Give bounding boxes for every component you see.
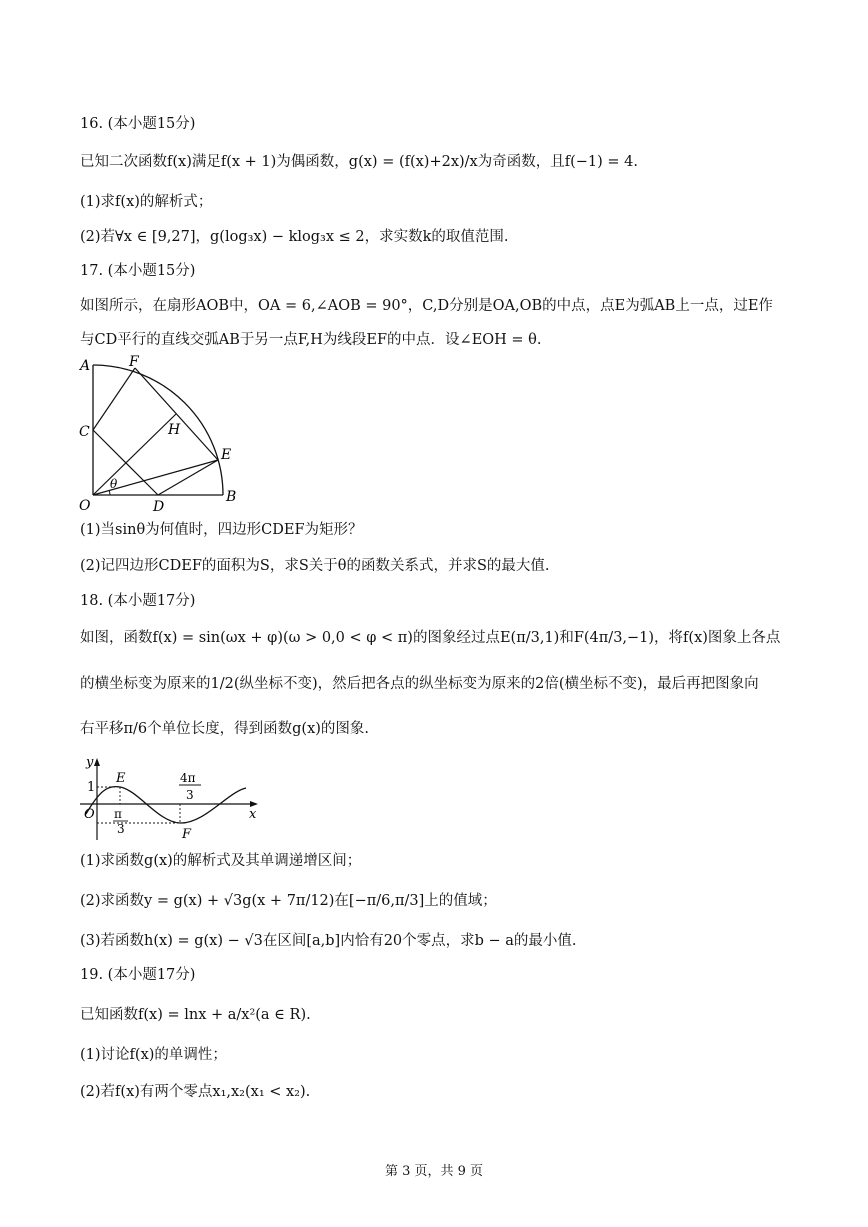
problem-16-part-2: (2)若∀x ∈ [9,27]，g(log₃x) − klog₃x ≤ 2，求实数k的取值范围. <box>80 229 509 245</box>
label-x: x <box>249 807 257 822</box>
problem-18-part-2: (2)求函数y = g(x) + √3g(x + 7π/12)在[−π/6,π/3]上的值域； <box>80 893 497 909</box>
problem-18-header: 18. (本小题17分) <box>80 593 196 609</box>
page-footer: 第 3 页，共 9 页 <box>384 1164 484 1179</box>
label-o: O <box>84 807 95 822</box>
segment-ed <box>158 460 218 495</box>
problem-17-part-2: (2)记四边形CDEF的面积为S，求S关于θ的函数关系式，并求S的最大值. <box>80 558 550 574</box>
label-h: H <box>168 422 181 438</box>
label-3-denominator: 3 <box>117 822 125 836</box>
problem-19-part-1: (1)讨论f(x)的单调性； <box>80 1047 227 1063</box>
sine-graph-figure <box>78 752 268 844</box>
label-o: O <box>79 498 91 514</box>
problem-18-statement-line-1: 如图，函数f(x) = sin(ωx + φ)(ω > 0,0 < φ < π)的图象经过点E(π/3,1)和F(4π/3,−1)，将f(x)图象上各点 <box>80 630 781 646</box>
problem-19-statement: 已知函数f(x) = lnx + a/x²(a ∈ R). <box>80 1007 311 1023</box>
problem-18-part-3: (3)若函数h(x) = g(x) − √3在区间[a,b]内恰有20个零点，求b − a的最小值. <box>80 933 577 949</box>
segment-cf <box>93 368 135 430</box>
label-e: E <box>221 447 232 463</box>
sector-figure <box>76 355 246 515</box>
problem-18-statement-line-2: 的横坐标变为原来的1/2(纵坐标不变)，然后把各点的纵坐标变为原来的2倍(横坐标不变)，最后再把图象向 <box>80 676 759 692</box>
problem-17-header: 17. (本小题15分) <box>80 263 196 279</box>
y-axis-arrow-icon <box>94 758 100 766</box>
label-c: C <box>79 424 90 440</box>
problem-17-statement-line-2: 与CD平行的直线交弧AB于另一点F,H为线段EF的中点．设∠EOH = θ. <box>80 332 542 348</box>
label-3-denominator-b: 3 <box>186 788 194 802</box>
label-f: F <box>182 827 192 842</box>
problem-17-part-1: (1)当sinθ为何值时，四边形CDEF为矩形？ <box>80 522 363 538</box>
label-a: A <box>80 358 91 374</box>
label-b: B <box>226 489 237 505</box>
label-theta: θ <box>110 477 118 491</box>
problem-19-part-2: (2)若f(x)有两个零点x₁,x₂(x₁ < x₂). <box>80 1084 311 1100</box>
problem-16-header: 16. (本小题15分) <box>80 116 196 132</box>
label-e: E <box>116 771 126 786</box>
label-f: F <box>129 355 139 370</box>
sine-curve <box>86 787 246 823</box>
segment-fe <box>135 368 218 460</box>
problem-16-statement: 已知二次函数f(x)满足f(x + 1)为偶函数，g(x) = (f(x)+2x)/x为奇函数，且f(−1) = 4. <box>80 154 638 170</box>
label-4pi-numerator: 4π <box>180 771 196 785</box>
label-one: 1 <box>87 780 96 795</box>
problem-19-header: 19. (本小题17分) <box>80 967 196 983</box>
label-d: D <box>153 499 165 515</box>
problem-18-part-1: (1)求函数g(x)的解析式及其单调递增区间； <box>80 853 362 869</box>
problem-18-statement-line-3: 右平移π/6个单位长度，得到函数g(x)的图象. <box>80 721 370 737</box>
label-y: y <box>86 755 94 770</box>
problem-16-part-1: (1)求f(x)的解析式； <box>80 194 213 210</box>
problem-17-statement-line-1: 如图所示，在扇形AOB中，OA = 6,∠AOB = 90°，C,D分别是OA,OB的中点，点E为弧AB上一点，过E作 <box>80 298 773 314</box>
label-pi-numerator: π <box>114 807 122 821</box>
